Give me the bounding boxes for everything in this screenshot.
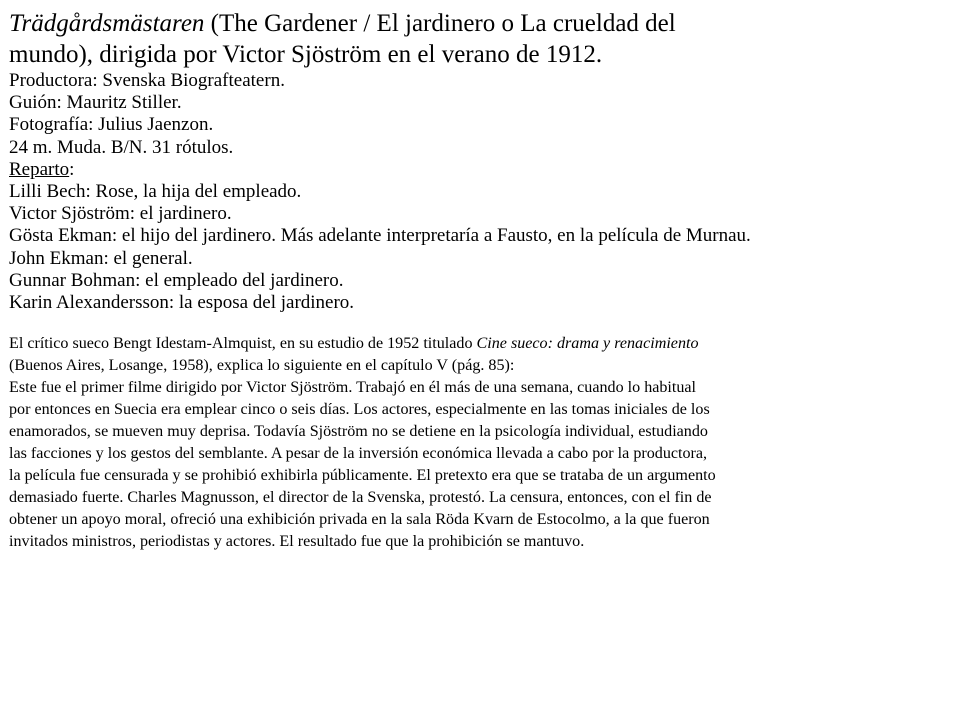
cast-heading-label: Reparto: [9, 158, 70, 180]
cast-item: John Ekman: el general.: [9, 247, 193, 269]
commentary-line: la película fue censurada y se prohibió exhibirla públicamente. El pretexto era que se trataba de un argumento: [9, 467, 716, 485]
commentary-line: obtener un apoyo moral, ofreció una exhibición privada en la sala Röda Kvarn de Estocolmo, a la que fueron: [9, 511, 710, 529]
cast-item: Gunnar Bohman: el empleado del jardinero.: [9, 269, 344, 291]
credit-photography: Fotografía: Julius Jaenzon.: [9, 114, 214, 136]
slide-content: [9, 8, 954, 553]
cast-item: Karin Alexandersson: la esposa del jardinero.: [9, 292, 355, 314]
film-original-title: Trädgårdsmästaren: [9, 10, 205, 37]
cast-item: Victor Sjöström: el jardinero.: [9, 203, 232, 225]
cast-item: Lilli Bech: Rose, la hija del empleado.: [9, 181, 302, 203]
commentary-line: Este fue el primer filme dirigido por Victor Sjöström. Trabajó en él más de una semana, cuando lo habitual: [9, 379, 697, 397]
commentary-intro-text: El crítico sueco Bengt Idestam-Almquist, en su estudio de 1952 titulado: [9, 335, 477, 353]
film-title-rest: (The Gardener / El jardinero o La crueldad del: [204, 10, 676, 37]
cast-heading-colon: :: [69, 158, 75, 180]
film-credits: [9, 70, 954, 314]
commentary-line: las facciones y los gestos del semblante. A pesar de la inversión económica llevada a cabo por la productora,: [9, 445, 708, 463]
film-title-line2: mundo), dirigida por Victor Sjöström en el verano de 1912.: [9, 41, 603, 68]
film-title: [9, 8, 954, 70]
spacer: [9, 314, 954, 333]
commentary-line: demasiado fuerte. Charles Magnusson, el director de la Svenska, protestó. La censura, entonces, con el fin de: [9, 489, 712, 507]
commentary-line: enamorados, se mueven muy deprisa. Todavía Sjöström no se detiene en la psicología individual, estudiando: [9, 423, 708, 441]
commentary-intro: [9, 333, 954, 355]
commentary-line: por entonces en Suecia era emplear cinco o seis días. Los actores, especialmente en las tomas iniciales de los: [9, 401, 710, 419]
credit-script: Guión: Mauritz Stiller.: [9, 92, 182, 114]
commentary-intro-line2: (Buenos Aires, Losange, 1958), explica lo siguiente en el capítulo V (pág. 85):: [9, 357, 515, 375]
credit-producer: Productora: Svenska Biografteatern.: [9, 70, 285, 91]
commentary: [9, 333, 954, 553]
cast-item: Gösta Ekman: el hijo del jardinero. Más adelante interpretaría a Fausto, en la película de Murnau.: [9, 225, 751, 247]
cast-heading: [9, 159, 954, 181]
credit-specs: 24 m. Muda. B/N. 31 rótulos.: [9, 136, 234, 158]
book-title: Cine sueco: drama y renacimiento: [476, 335, 699, 353]
commentary-line: invitados ministros, periodistas y actores. El resultado fue que la prohibición se mantuvo.: [9, 533, 585, 551]
